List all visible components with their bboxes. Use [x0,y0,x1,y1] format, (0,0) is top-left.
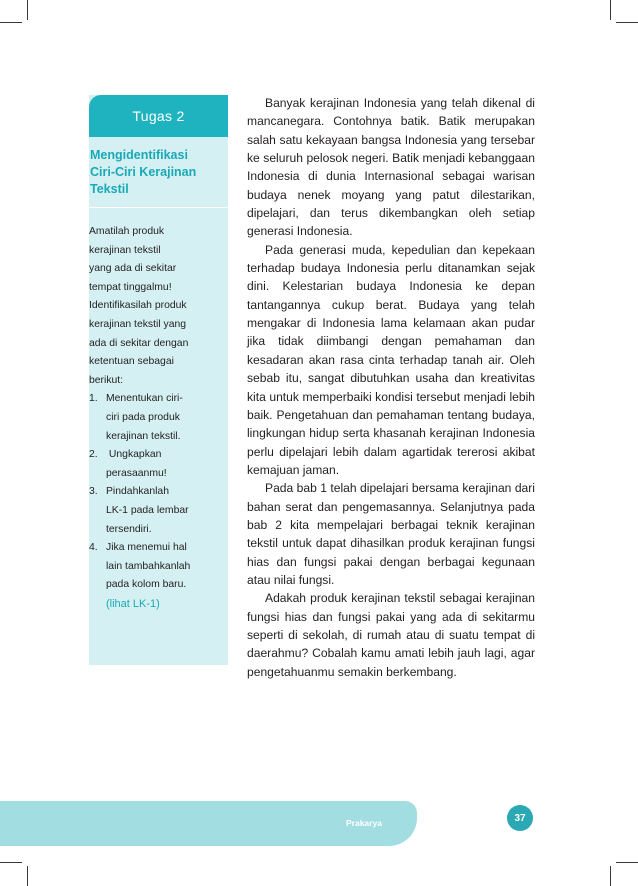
step-number: 2. [89,449,98,461]
instruction-line: Identifikasilah produk [89,300,187,312]
crop-mark [0,862,22,863]
crop-mark [27,866,28,886]
body-paragraph: Adakah produk kerajinan tekstil sebagai kerajinan fungsi hias dan fungsi pakai yang ada di sekitarmu seperti di sekolah, di rumah atau di suatu tempat di daerahmu? Cobalah kamu amati lebih jauh lagi, agar pengetahuanmu semakin berkembang. [247,591,535,679]
step-line: Jika menemui hal [106,542,187,554]
task-instructions [89,223,224,613]
task-header [89,95,228,137]
step-line: Menentukan ciri- [106,393,183,405]
instruction-line: yang ada di sekitar [89,263,177,275]
step-line: pada kolom baru. [106,579,187,591]
task-title [90,147,226,198]
task-divider [89,207,228,208]
body-paragraph: Pada generasi muda, kepedulian dan kepekaan terhadap budaya Indonesia perlu ditanamkan sejak dini. Kelestarian budaya Indonesia ke depan tantangannya cukup berat. Budaya yang telah mengakar di Indonesia lama kelamaan akan pudar jika tidak diimbangi dengan pemahaman dan kesadaran akan rasa cinta terhadap tanah air. Oleh sebab itu, sangat dibutuhkan usaha dan kreativitas kita untuk memperbaiki kondisi tersebut menjadi lebih baik. Pengetahuan dan pemahaman tentang budaya, lingkungan hidup serta khasanah kerajinan Indonesia perlu dipelajari lebih dalam agartidak tererosi akibat kemajuan jaman. [247,242,535,477]
instruction-line: berikut: [89,374,124,386]
step-number: 4. [89,542,98,554]
task-box [89,95,228,665]
crop-mark [0,22,22,23]
instruction-line: kerajinan tekstil yang [89,318,187,330]
task-step [89,446,224,483]
footer-subject-label: Prakarya [346,818,382,828]
instruction-line: Amatilah produk [89,226,165,237]
step-line: ciri pada produk [106,411,180,423]
step-number: 1. [89,393,98,405]
body-paragraph: Pada bab 1 telah dipelajari bersama kerajinan dari bahan serat dan pengemasannya. Selanjutnya pada bab 2 kita mempelajari berbagai teknik kerajinan tekstil untuk dapat dihasilkan produk kerajinan fungsi hias dan fungsi pakai dengan berbagai kegunaan atau nilai fungsi. [247,481,535,587]
instruction-line: tempat tinggalmu! [89,281,172,293]
step-line: tersendiri. [106,523,152,535]
task-title-line: Tekstil [90,182,129,196]
instruction-line: ada di sekitar dengan [89,337,189,349]
instruction-line: kerajinan tekstil [89,244,161,256]
task-header-label: Tugas 2 [132,108,185,124]
task-steps [89,390,224,613]
page-number-badge [507,805,533,831]
page-number: 37 [514,812,526,824]
step-line: lain tambahkanlah [106,560,191,572]
step-line: Pindahkanlah [106,486,169,498]
crop-mark [616,22,638,23]
task-title-line: Ciri-Ciri Kerajinan [90,165,197,179]
crop-mark [610,0,611,20]
crop-mark [27,0,28,20]
task-step [89,483,224,539]
step-line: perasaanmu! [106,467,167,479]
step-line: kerajinan tekstil. [106,430,181,442]
task-step [89,390,224,446]
instruction-line: ketentuan sebagai [89,356,174,368]
body-paragraph: Banyak kerajinan Indonesia yang telah dikenal di mancanegara. Contohnya batik. Batik merupakan salah satu kekayaan bangsa Indonesia yang tersebar ke seluruh pelosok negeri. Batik menjadi kebanggaan Indonesia di dunia Internasional sebagai warisan budaya nenek moyang yang patut dilestarikan, dipelajari, dan terus dikembangkan oleh setiap generasi Indonesia. [247,96,535,239]
crop-mark [616,862,638,863]
step-line: LK-1 pada lembar [106,504,189,516]
worksheet-reference: (lihat LK-1) [106,597,160,610]
task-title-line: Mengidentifikasi [90,148,188,162]
task-step [89,539,224,613]
main-text [247,94,535,681]
crop-mark [610,866,611,886]
step-line: Ungkapkan [106,449,162,461]
step-number: 3. [89,486,98,498]
